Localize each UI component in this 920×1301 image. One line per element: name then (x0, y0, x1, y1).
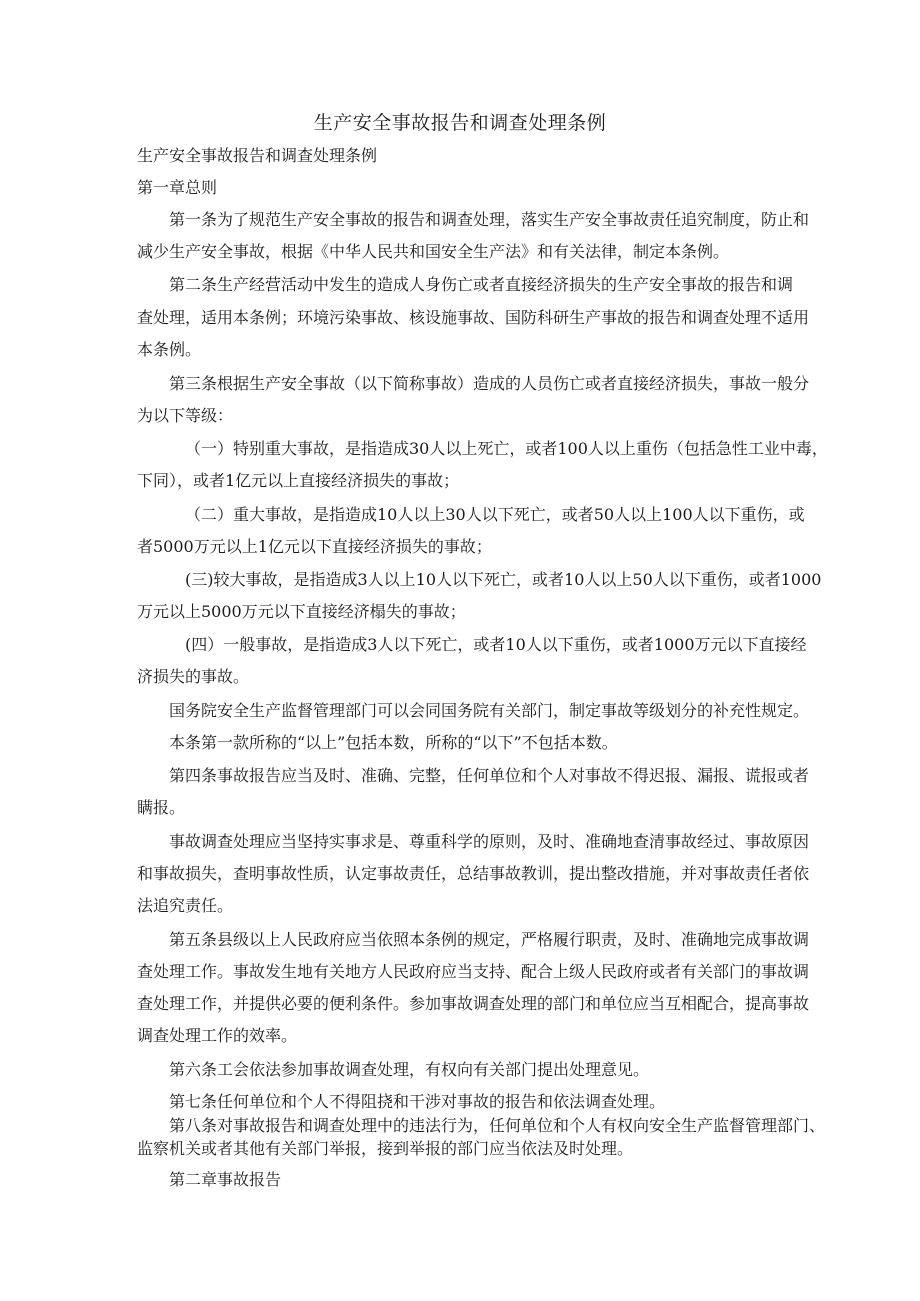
paragraph-line: 和事故损失，查明事故性质，认定事故责任，总结事故教训，提出整改措施，并对事故责任者依 (137, 864, 810, 883)
paragraph-line: 法追究责任。 (137, 896, 234, 915)
paragraph-line: 本条第一款所称的“以上”包括本数，所称的“以下”不包括本数。 (169, 733, 618, 752)
paragraph-line: 第八条对事故报告和调查处理中的违法行为，任何单位和个人有权向安全生产监督管理部门、 (169, 1116, 826, 1135)
paragraph-line: (四）一般事故，是指造成3人以下死亡，或者10人以下重伤，或者1000万元以下直接经 (185, 635, 807, 654)
paragraph-line: 国务院安全生产监督管理部门可以会同国务院有关部门，制定事故等级划分的补充性规定。 (169, 701, 810, 720)
paragraph-line: 第三条根据生产安全事故（以下简称事故）造成的人员伤亡或者直接经济损失，事故一般分 (169, 374, 810, 393)
paragraph-line: 调查处理工作的效率。 (137, 1026, 298, 1045)
paragraph-line: 第一条为了规范生产安全事故的报告和调查处理，落实生产安全事故责任追究制度，防止和 (169, 210, 810, 229)
paragraph-line: 事故调查处理应当坚持实事求是、尊重科学的原则，及时、准确地查清事故经过、事故原因 (169, 832, 810, 851)
paragraph-line: 瞒报。 (137, 798, 186, 817)
paragraph-line: （二）重大事故，是指造成10人以上30人以下死亡，或者50人以上100人以下重伤，或 (185, 505, 805, 524)
paragraph-line: 济损失的事故。 (137, 667, 250, 686)
paragraph-line: 者5000万元以上1亿元以下直接经济损失的事故； (137, 537, 492, 556)
paragraph-line: 为以下等级： (137, 406, 234, 425)
paragraph-line: 查处理工作，并提供必要的便利条件。参加事故调查处理的部门和单位应当互相配合，提高事故 (137, 994, 810, 1013)
paragraph-line: 第四条事故报告应当及时、准确、完整，任何单位和个人对事故不得迟报、漏报、谎报或者 (169, 766, 810, 785)
paragraph-line: 减少生产安全事故，根据《中华人民共和国安全生产法》和有关法律，制定本条例。 (137, 242, 730, 261)
paragraph-line: 第七条任何单位和个人不得阻挠和干涉对事故的报告和依法调查处理。 (169, 1092, 666, 1111)
paragraph-line: 万元以上5000万元以下直接经济榻失的事故； (137, 602, 466, 621)
paragraph-line: 查处理，适用本条例；环境污染事故、核设施事故、国防科研生产事故的报告和调查处理不适用 (137, 308, 810, 327)
chapter-heading: 第一章总则 (137, 178, 218, 197)
paragraph-line: 下同），或者1亿元以上直接经济损失的事故； (137, 471, 460, 490)
doc-subtitle: 生产安全事故报告和调查处理条例 (137, 146, 378, 165)
paragraph-line: 查处理工作。事故发生地有关地方人民政府应当支持、配合上级人民政府或者有关部门的事故调 (137, 962, 810, 981)
paragraph-line: 第五条县级以上人民政府应当依照本条例的规定，严格履行职责，及时、准确地完成事故调 (169, 930, 810, 949)
paragraph-line: 第六条工会依法参加事故调查处理，有权向有关部门提出处理意见。 (169, 1060, 650, 1079)
paragraph-line: 监察机关或者其他有关部门举报，接到举报的部门应当依法及时处理。 (137, 1139, 634, 1158)
paragraph-line: 第二条生产经营活动中发生的造成人身伤亡或者直接经济损失的生产安全事故的报告和调 (169, 275, 794, 294)
paragraph-line: 本条例。 (137, 340, 202, 359)
paragraph-line: (三)较大事故，是指造成3人以上10人以下死亡，或者10人以上50人以下重伤，或者1000 (185, 570, 822, 589)
paragraph-line: （一）特别重大事故，是指造成30人以上死亡，或者100人以上重伤（包括急性工业中毒， (185, 439, 828, 458)
chapter-heading: 第二章事故报告 (169, 1170, 282, 1189)
document-title: 生产安全事故报告和调查处理条例 (313, 112, 607, 134)
